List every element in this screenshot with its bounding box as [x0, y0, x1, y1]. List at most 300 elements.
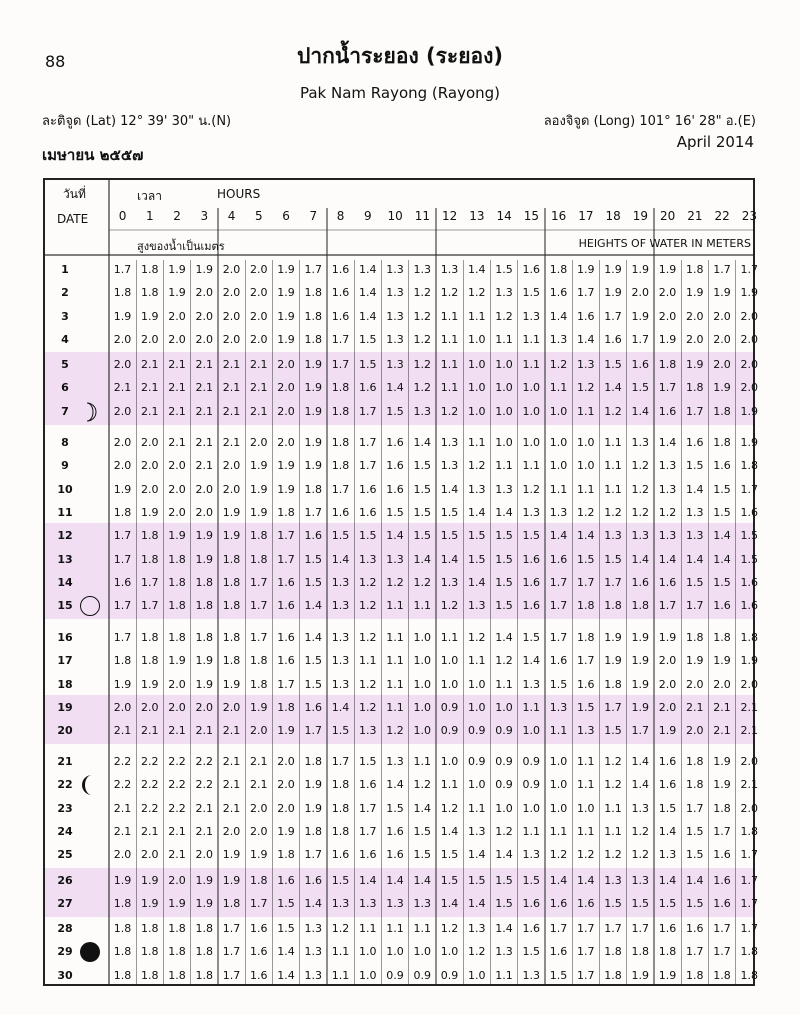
height-cell: 1.9 — [304, 358, 322, 371]
height-cell: 2.0 — [222, 482, 241, 496]
height-cell: 1.0 — [577, 459, 595, 473]
height-cell: 1.2 — [495, 309, 513, 323]
height-cell: 1.9 — [141, 677, 159, 691]
date-cell: 29 — [57, 945, 73, 959]
hour-header: 23 — [741, 209, 758, 223]
height-cell: 2.0 — [658, 700, 677, 714]
height-cell: 1.3 — [331, 677, 350, 691]
height-cell: 1.4 — [686, 874, 704, 887]
height-cell: 1.6 — [250, 945, 268, 959]
height-cell: 1.9 — [277, 459, 295, 473]
height-cell: 1.5 — [413, 506, 431, 519]
height-cell: 2.0 — [713, 332, 731, 346]
height-cell: 2.1 — [141, 358, 159, 371]
moon-full-icon — [79, 595, 101, 617]
height-cell: 1.7 — [304, 506, 322, 519]
height-cell: 1.7 — [359, 801, 377, 815]
date-header-thai: วันที่ — [63, 187, 86, 201]
height-cell: 2.0 — [168, 874, 186, 887]
height-cell: 1.0 — [549, 801, 568, 815]
height-cell: 1.3 — [549, 700, 568, 714]
height-cell: 1.8 — [740, 631, 758, 644]
height-cell: 1.1 — [495, 332, 513, 346]
height-cell: 1.4 — [440, 897, 459, 911]
date-cell: 22 — [57, 778, 73, 792]
height-cell: 1.8 — [740, 459, 758, 473]
height-cell: 1.8 — [168, 575, 186, 589]
height-cell: 1.7 — [277, 529, 295, 543]
height-cell: 1.4 — [386, 778, 404, 792]
height-cell: 2.0 — [250, 724, 268, 738]
height-cell: 1.9 — [713, 755, 731, 768]
height-cell: 1.8 — [658, 358, 677, 371]
height-cell: 1.7 — [113, 631, 132, 644]
height-cell: 1.0 — [522, 381, 540, 395]
page-number: 88 — [45, 52, 66, 71]
height-cell: 2.0 — [713, 677, 731, 691]
height-cell: 2.0 — [277, 778, 295, 792]
height-cell: 1.4 — [631, 755, 649, 768]
height-cell: 1.5 — [686, 459, 704, 473]
height-cell: 0.9 — [386, 968, 404, 982]
height-cell: 1.3 — [577, 358, 595, 371]
height-cell: 1.7 — [631, 332, 649, 346]
height-cell: 1.5 — [522, 529, 540, 543]
height-cell: 2.0 — [250, 801, 268, 815]
height-cell: 1.1 — [440, 631, 459, 644]
height-cell: 1.7 — [277, 552, 295, 566]
height-cell: 1.1 — [604, 436, 622, 449]
height-cell: 1.7 — [113, 529, 132, 543]
height-cell: 2.0 — [113, 404, 132, 418]
height-cell: 1.8 — [331, 459, 350, 473]
height-cell: 1.3 — [440, 436, 459, 449]
height-cell: 2.0 — [713, 309, 731, 323]
height-cell: 1.1 — [468, 309, 486, 323]
height-cell: 2.0 — [113, 459, 132, 473]
height-cell: 1.0 — [468, 332, 486, 346]
height-cell: 2.2 — [195, 778, 213, 792]
height-cell: 1.5 — [440, 529, 459, 543]
height-cell: 1.4 — [304, 599, 322, 613]
height-cell: 1.2 — [413, 309, 431, 323]
height-cell: 1.3 — [658, 459, 677, 473]
height-cell: 1.6 — [577, 677, 595, 691]
height-header-english: HEIGHTS OF WATER IN METERS — [578, 237, 751, 250]
height-cell: 1.9 — [141, 309, 159, 323]
height-cell: 1.9 — [195, 677, 213, 691]
height-cell: 1.2 — [604, 755, 622, 768]
height-cell: 1.7 — [304, 848, 322, 862]
height-cell: 1.9 — [713, 286, 731, 300]
height-cell: 1.0 — [468, 677, 486, 691]
height-cell: 1.8 — [113, 286, 132, 300]
height-cell: 1.6 — [250, 968, 268, 982]
height-cell: 2.0 — [141, 482, 159, 496]
height-cell: 1.8 — [686, 968, 704, 982]
height-cell: 1.7 — [549, 599, 568, 613]
date-cell: 16 — [57, 631, 73, 644]
height-cell: 1.1 — [577, 755, 595, 768]
height-cell: 1.5 — [359, 529, 377, 543]
height-cell: 1.8 — [277, 506, 295, 519]
height-cell: 1.6 — [631, 575, 649, 589]
height-cell: 1.9 — [195, 263, 213, 276]
height-cell: 1.5 — [413, 482, 431, 496]
height-cell: 1.9 — [304, 381, 322, 395]
height-cell: 1.1 — [522, 358, 540, 371]
height-cell: 1.8 — [331, 436, 350, 449]
date-cell: 21 — [57, 755, 73, 768]
height-cell: 2.0 — [113, 700, 132, 714]
height-cell: 2.0 — [686, 309, 704, 323]
height-cell: 1.8 — [604, 968, 622, 982]
height-cell: 1.5 — [549, 968, 568, 982]
height-cell: 2.1 — [740, 778, 758, 792]
height-cell: 1.0 — [413, 654, 431, 668]
height-cell: 2.0 — [250, 436, 268, 449]
height-cell: 1.9 — [195, 529, 213, 543]
height-cell: 2.1 — [250, 404, 268, 418]
height-cell: 1.4 — [713, 552, 731, 566]
height-cell: 2.0 — [740, 358, 758, 371]
height-cell: 2.0 — [168, 506, 186, 519]
date-cell: 12 — [57, 529, 73, 543]
height-cell: 1.9 — [113, 309, 132, 323]
height-cell: 1.8 — [331, 824, 350, 838]
height-cell: 1.7 — [740, 922, 758, 935]
height-cell: 1.6 — [304, 529, 322, 543]
height-cell: 1.0 — [495, 404, 513, 418]
height-cell: 1.5 — [468, 529, 486, 543]
height-cell: 1.6 — [331, 848, 350, 862]
height-cell: 2.1 — [141, 381, 159, 395]
height-cell: 1.1 — [604, 824, 622, 838]
height-cell: 1.2 — [577, 381, 595, 395]
date-cell: 2 — [61, 286, 69, 300]
height-cell: 1.2 — [359, 631, 377, 644]
height-cell: 1.0 — [495, 358, 513, 371]
height-cell: 1.8 — [141, 945, 159, 959]
height-cell: 2.1 — [686, 700, 704, 714]
date-header-english: DATE — [57, 212, 89, 226]
height-cell: 2.0 — [686, 724, 704, 738]
hour-header: 13 — [469, 209, 485, 223]
height-cell: 1.6 — [359, 381, 377, 395]
height-cell: 1.1 — [386, 654, 404, 668]
height-cell: 1.3 — [468, 482, 486, 496]
height-cell: 1.7 — [250, 575, 268, 589]
height-cell: 2.1 — [740, 724, 758, 738]
height-cell: 1.0 — [413, 700, 431, 714]
height-cell: 1.5 — [386, 506, 404, 519]
height-cell: 1.5 — [495, 897, 513, 911]
height-cell: 1.5 — [413, 848, 431, 862]
height-cell: 1.9 — [222, 506, 241, 519]
height-cell: 1.7 — [304, 724, 322, 738]
height-cell: 1.5 — [740, 529, 758, 543]
height-cell: 1.5 — [604, 552, 622, 566]
height-cell: 0.9 — [522, 755, 540, 768]
height-cell: 1.3 — [631, 529, 649, 543]
moon-new-icon — [79, 941, 101, 963]
hour-header: 17 — [578, 209, 594, 223]
height-cell: 1.1 — [549, 824, 568, 838]
height-cell: 1.0 — [468, 358, 486, 371]
height-cell: 1.4 — [495, 848, 513, 862]
height-cell: 2.0 — [277, 755, 295, 768]
height-cell: 1.6 — [713, 897, 731, 911]
height-cell: 1.9 — [658, 332, 677, 346]
height-cell: 1.9 — [222, 874, 241, 887]
height-cell: 1.6 — [658, 778, 677, 792]
height-cell: 1.8 — [713, 631, 731, 644]
height-cell: 1.4 — [359, 286, 377, 300]
height-cell: 1.8 — [113, 654, 132, 668]
height-cell: 1.3 — [386, 552, 404, 566]
height-cell: 2.1 — [168, 436, 186, 449]
height-cell: 1.5 — [631, 897, 649, 911]
height-cell: 1.6 — [250, 922, 268, 935]
height-cell: 1.3 — [386, 263, 404, 276]
hour-header: 0 — [118, 209, 127, 223]
height-cell: 1.7 — [359, 824, 377, 838]
height-cell: 2.0 — [250, 332, 268, 346]
height-cell: 2.0 — [277, 381, 295, 395]
height-cell: 2.2 — [168, 801, 186, 815]
height-cell: 1.8 — [222, 631, 241, 644]
height-cell: 1.2 — [331, 922, 350, 935]
height-cell: 2.0 — [740, 677, 758, 691]
height-cell: 1.2 — [468, 631, 486, 644]
height-cell: 1.6 — [740, 599, 758, 613]
hour-header: 8 — [336, 209, 345, 223]
height-cell: 1.1 — [495, 968, 513, 982]
height-cell: 1.3 — [495, 286, 513, 300]
height-cell: 1.8 — [331, 404, 350, 418]
height-cell: 2.0 — [250, 286, 268, 300]
hour-header: 16 — [550, 209, 567, 223]
height-cell: 1.8 — [686, 631, 704, 644]
height-cell: 1.8 — [331, 801, 350, 815]
height-cell: 1.3 — [331, 575, 350, 589]
height-cell: 1.6 — [304, 700, 322, 714]
height-cell: 1.9 — [631, 654, 649, 668]
height-header-thai: สูงของน้ำเป็นเมตร — [137, 240, 225, 253]
height-cell: 1.8 — [686, 778, 704, 792]
hour-header: 19 — [632, 209, 649, 223]
height-cell: 1.5 — [386, 801, 404, 815]
height-cell: 2.0 — [168, 309, 186, 323]
height-cell: 1.5 — [440, 874, 459, 887]
date-cell: 30 — [57, 968, 73, 982]
height-cell: 1.1 — [440, 309, 459, 323]
height-cell: 1.7 — [331, 482, 350, 496]
height-cell: 2.1 — [168, 358, 186, 371]
height-cell: 1.9 — [250, 482, 268, 496]
height-cell: 1.7 — [604, 922, 622, 935]
height-cell: 1.5 — [658, 897, 677, 911]
hour-header: 6 — [282, 209, 290, 223]
longitude-label: ลองจิจูด (Long) 101° 16' 28" อ.(E) — [543, 114, 756, 129]
height-cell: 2.0 — [113, 332, 132, 346]
height-cell: 1.9 — [604, 263, 622, 276]
height-cell: 1.7 — [740, 874, 758, 887]
height-cell: 1.6 — [386, 848, 404, 862]
height-cell: 1.8 — [549, 263, 568, 276]
hour-header: 2 — [173, 209, 181, 223]
height-cell: 1.6 — [658, 755, 677, 768]
height-cell: 2.1 — [113, 724, 132, 738]
height-cell: 1.6 — [686, 922, 704, 935]
height-cell: 1.1 — [577, 404, 595, 418]
height-cell: 1.4 — [658, 552, 677, 566]
height-cell: 1.7 — [713, 263, 731, 276]
height-cell: 2.2 — [141, 801, 159, 815]
height-cell: 1.5 — [359, 755, 377, 768]
station-title-thai: ปากน้ำระยอง (ระยอง) — [297, 44, 503, 68]
height-cell: 1.8 — [250, 654, 268, 668]
height-cell: 1.6 — [277, 575, 295, 589]
height-cell: 1.8 — [686, 755, 704, 768]
height-cell: 2.0 — [631, 286, 649, 300]
height-cell: 1.1 — [549, 724, 568, 738]
height-cell: 1.8 — [631, 945, 649, 959]
height-cell: 1.6 — [277, 631, 295, 644]
height-cell: 1.8 — [168, 552, 186, 566]
height-cell: 1.6 — [549, 552, 568, 566]
height-cell: 1.4 — [631, 404, 649, 418]
height-cell: 1.9 — [113, 677, 132, 691]
height-cell: 1.4 — [331, 700, 350, 714]
height-cell: 1.7 — [577, 286, 595, 300]
height-cell: 1.6 — [113, 575, 132, 589]
height-cell: 1.2 — [468, 459, 486, 473]
height-cell: 1.4 — [658, 436, 677, 449]
height-cell: 2.0 — [195, 848, 213, 862]
height-cell: 2.0 — [222, 459, 241, 473]
height-cell: 1.8 — [141, 631, 159, 644]
height-cell: 2.0 — [195, 309, 213, 323]
height-cell: 1.1 — [440, 332, 459, 346]
hour-header: 15 — [523, 209, 540, 223]
height-cell: 1.1 — [440, 358, 459, 371]
height-cell: 1.9 — [686, 286, 704, 300]
height-cell: 1.9 — [113, 874, 132, 887]
height-cell: 1.8 — [304, 286, 322, 300]
height-cell: 2.1 — [168, 824, 186, 838]
height-cell: 2.0 — [113, 358, 132, 371]
height-cell: 1.5 — [686, 575, 704, 589]
height-cell: 2.1 — [222, 778, 241, 792]
height-cell: 1.3 — [468, 599, 486, 613]
height-cell: 1.9 — [277, 332, 295, 346]
height-cell: 1.3 — [359, 552, 377, 566]
height-cell: 1.4 — [658, 874, 677, 887]
height-cell: 1.7 — [740, 897, 758, 911]
height-cell: 2.0 — [222, 309, 241, 323]
height-cell: 2.2 — [141, 778, 159, 792]
height-cell: 1.9 — [195, 654, 213, 668]
height-cell: 1.2 — [631, 824, 649, 838]
height-cell: 1.0 — [440, 677, 459, 691]
height-cell: 2.1 — [141, 404, 159, 418]
height-cell: 2.0 — [195, 506, 213, 519]
height-cell: 1.0 — [413, 631, 431, 644]
height-cell: 2.0 — [686, 332, 704, 346]
height-cell: 1.2 — [359, 700, 377, 714]
height-cell: 1.8 — [304, 824, 322, 838]
height-cell: 1.9 — [277, 724, 295, 738]
height-cell: 1.9 — [222, 848, 241, 862]
height-cell: 1.6 — [522, 575, 540, 589]
height-cell: 1.5 — [713, 506, 731, 519]
height-cell: 1.6 — [386, 436, 404, 449]
height-cell: 1.5 — [440, 506, 459, 519]
height-cell: 1.8 — [304, 482, 322, 496]
height-cell: 1.8 — [141, 968, 159, 982]
height-cell: 1.9 — [304, 436, 322, 449]
height-cell: 1.4 — [658, 824, 677, 838]
height-cell: 1.2 — [577, 848, 595, 862]
height-cell: 1.0 — [468, 778, 486, 792]
moon-last-quarter-icon — [79, 774, 101, 796]
height-cell: 1.6 — [359, 482, 377, 496]
height-cell: 1.2 — [413, 575, 431, 589]
height-cell: 1.4 — [604, 381, 622, 395]
height-cell: 1.1 — [331, 945, 350, 959]
height-cell: 1.7 — [686, 801, 704, 815]
height-cell: 1.0 — [413, 677, 431, 691]
height-cell: 1.3 — [658, 848, 677, 862]
height-cell: 2.2 — [141, 755, 159, 768]
height-cell: 1.8 — [740, 945, 758, 959]
height-cell: 1.9 — [304, 801, 322, 815]
height-cell: 1.8 — [658, 945, 677, 959]
hour-header: 10 — [387, 209, 403, 223]
height-cell: 1.9 — [168, 897, 186, 911]
height-cell: 1.6 — [658, 575, 677, 589]
height-cell: 1.7 — [331, 358, 350, 371]
height-cell: 2.1 — [250, 358, 268, 371]
height-cell: 1.9 — [168, 654, 186, 668]
height-cell: 1.0 — [440, 945, 459, 959]
height-cell: 1.4 — [468, 897, 486, 911]
height-cell: 1.3 — [468, 824, 486, 838]
height-cell: 1.2 — [413, 332, 431, 346]
height-cell: 2.0 — [195, 700, 213, 714]
height-cell: 1.8 — [713, 801, 731, 815]
height-cell: 1.9 — [604, 631, 622, 644]
hour-header: 12 — [441, 209, 458, 223]
hour-header: 21 — [687, 209, 703, 223]
height-cell: 1.9 — [740, 436, 758, 449]
height-cell: 1.4 — [440, 482, 459, 496]
height-cell: 1.9 — [250, 700, 268, 714]
height-cell: 1.7 — [222, 922, 241, 935]
hour-header: 18 — [605, 209, 621, 223]
height-cell: 1.9 — [195, 552, 213, 566]
height-cell: 1.8 — [713, 436, 731, 449]
date-cell: 10 — [57, 482, 73, 496]
height-cell: 1.4 — [468, 575, 486, 589]
height-cell: 1.2 — [522, 482, 540, 496]
height-cell: 2.1 — [195, 404, 213, 418]
height-cell: 1.9 — [713, 654, 731, 668]
date-cell: 3 — [61, 309, 69, 323]
date-cell: 27 — [57, 897, 73, 911]
height-cell: 1.7 — [331, 755, 350, 768]
